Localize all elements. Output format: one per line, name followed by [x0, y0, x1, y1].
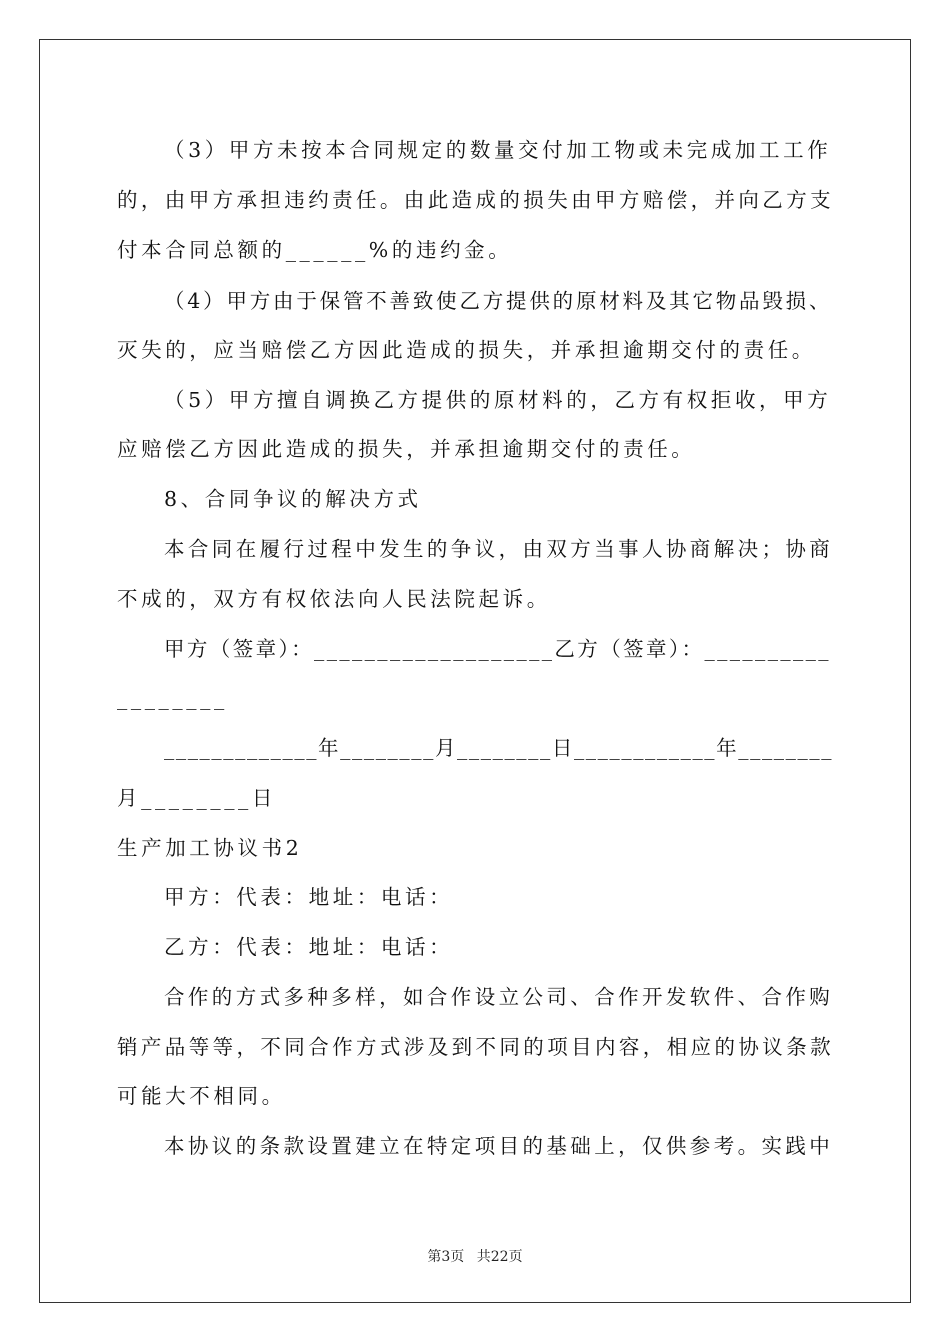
- page-total: 共22页: [476, 1249, 523, 1265]
- page-footer: [0, 1246, 950, 1266]
- paragraph-line: 灭失的，应当赔偿乙方因此造成的损失，并承担逾期交付的责任。: [117, 338, 816, 362]
- paragraph-line: 本协议的条款设置建立在特定项目的基础上，仅供参考。实践中: [164, 1134, 834, 1158]
- paragraph-line: 应赔偿乙方因此造成的损失，并承担逾期交付的责任。: [117, 437, 696, 461]
- paragraph-line: 不成的，双方有权依法向人民法院起诉。: [117, 587, 551, 611]
- paragraph-line: 付本合同总额的______%的违约金。: [117, 238, 513, 262]
- paragraph-line: 本合同在履行过程中发生的争议，由双方当事人协商解决；协商: [164, 537, 834, 561]
- paragraph-line: （3）甲方未按本合同规定的数量交付加工物或未完成加工工作: [164, 138, 832, 162]
- party-a-info: 甲方：代表：地址：电话：: [164, 885, 454, 909]
- paragraph-line: 销产品等等，不同合作方式涉及到不同的项目内容，相应的协议条款: [117, 1035, 834, 1059]
- document-title: 生产加工协议书2: [117, 836, 303, 860]
- paragraph-line: （4）甲方由于保管不善致使乙方提供的原材料及其它物品毁损、: [164, 289, 833, 313]
- page-border: [39, 39, 911, 1303]
- paragraph-line: 合作的方式多种多样，如合作设立公司、合作开发软件、合作购: [164, 985, 834, 1009]
- paragraph-line: 可能大不相同。: [117, 1084, 286, 1108]
- signature-line: 甲方（签章）：___________________乙方（签章）：__________: [164, 637, 831, 661]
- paragraph-line: （5）甲方擅自调换乙方提供的原材料的，乙方有权拒收，甲方: [164, 388, 832, 412]
- date-line: _____________年________月________日____________年________: [164, 736, 834, 760]
- signature-line: ________: [117, 686, 228, 710]
- page-number: 第3页: [427, 1249, 465, 1265]
- party-b-info: 乙方：代表：地址：电话：: [164, 935, 454, 959]
- section-heading: 8、合同争议的解决方式: [164, 487, 422, 511]
- paragraph-line: 的，由甲方承担违约责任。由此造成的损失由甲方赔偿，并向乙方支: [117, 188, 834, 212]
- date-line: 月________日: [117, 786, 276, 810]
